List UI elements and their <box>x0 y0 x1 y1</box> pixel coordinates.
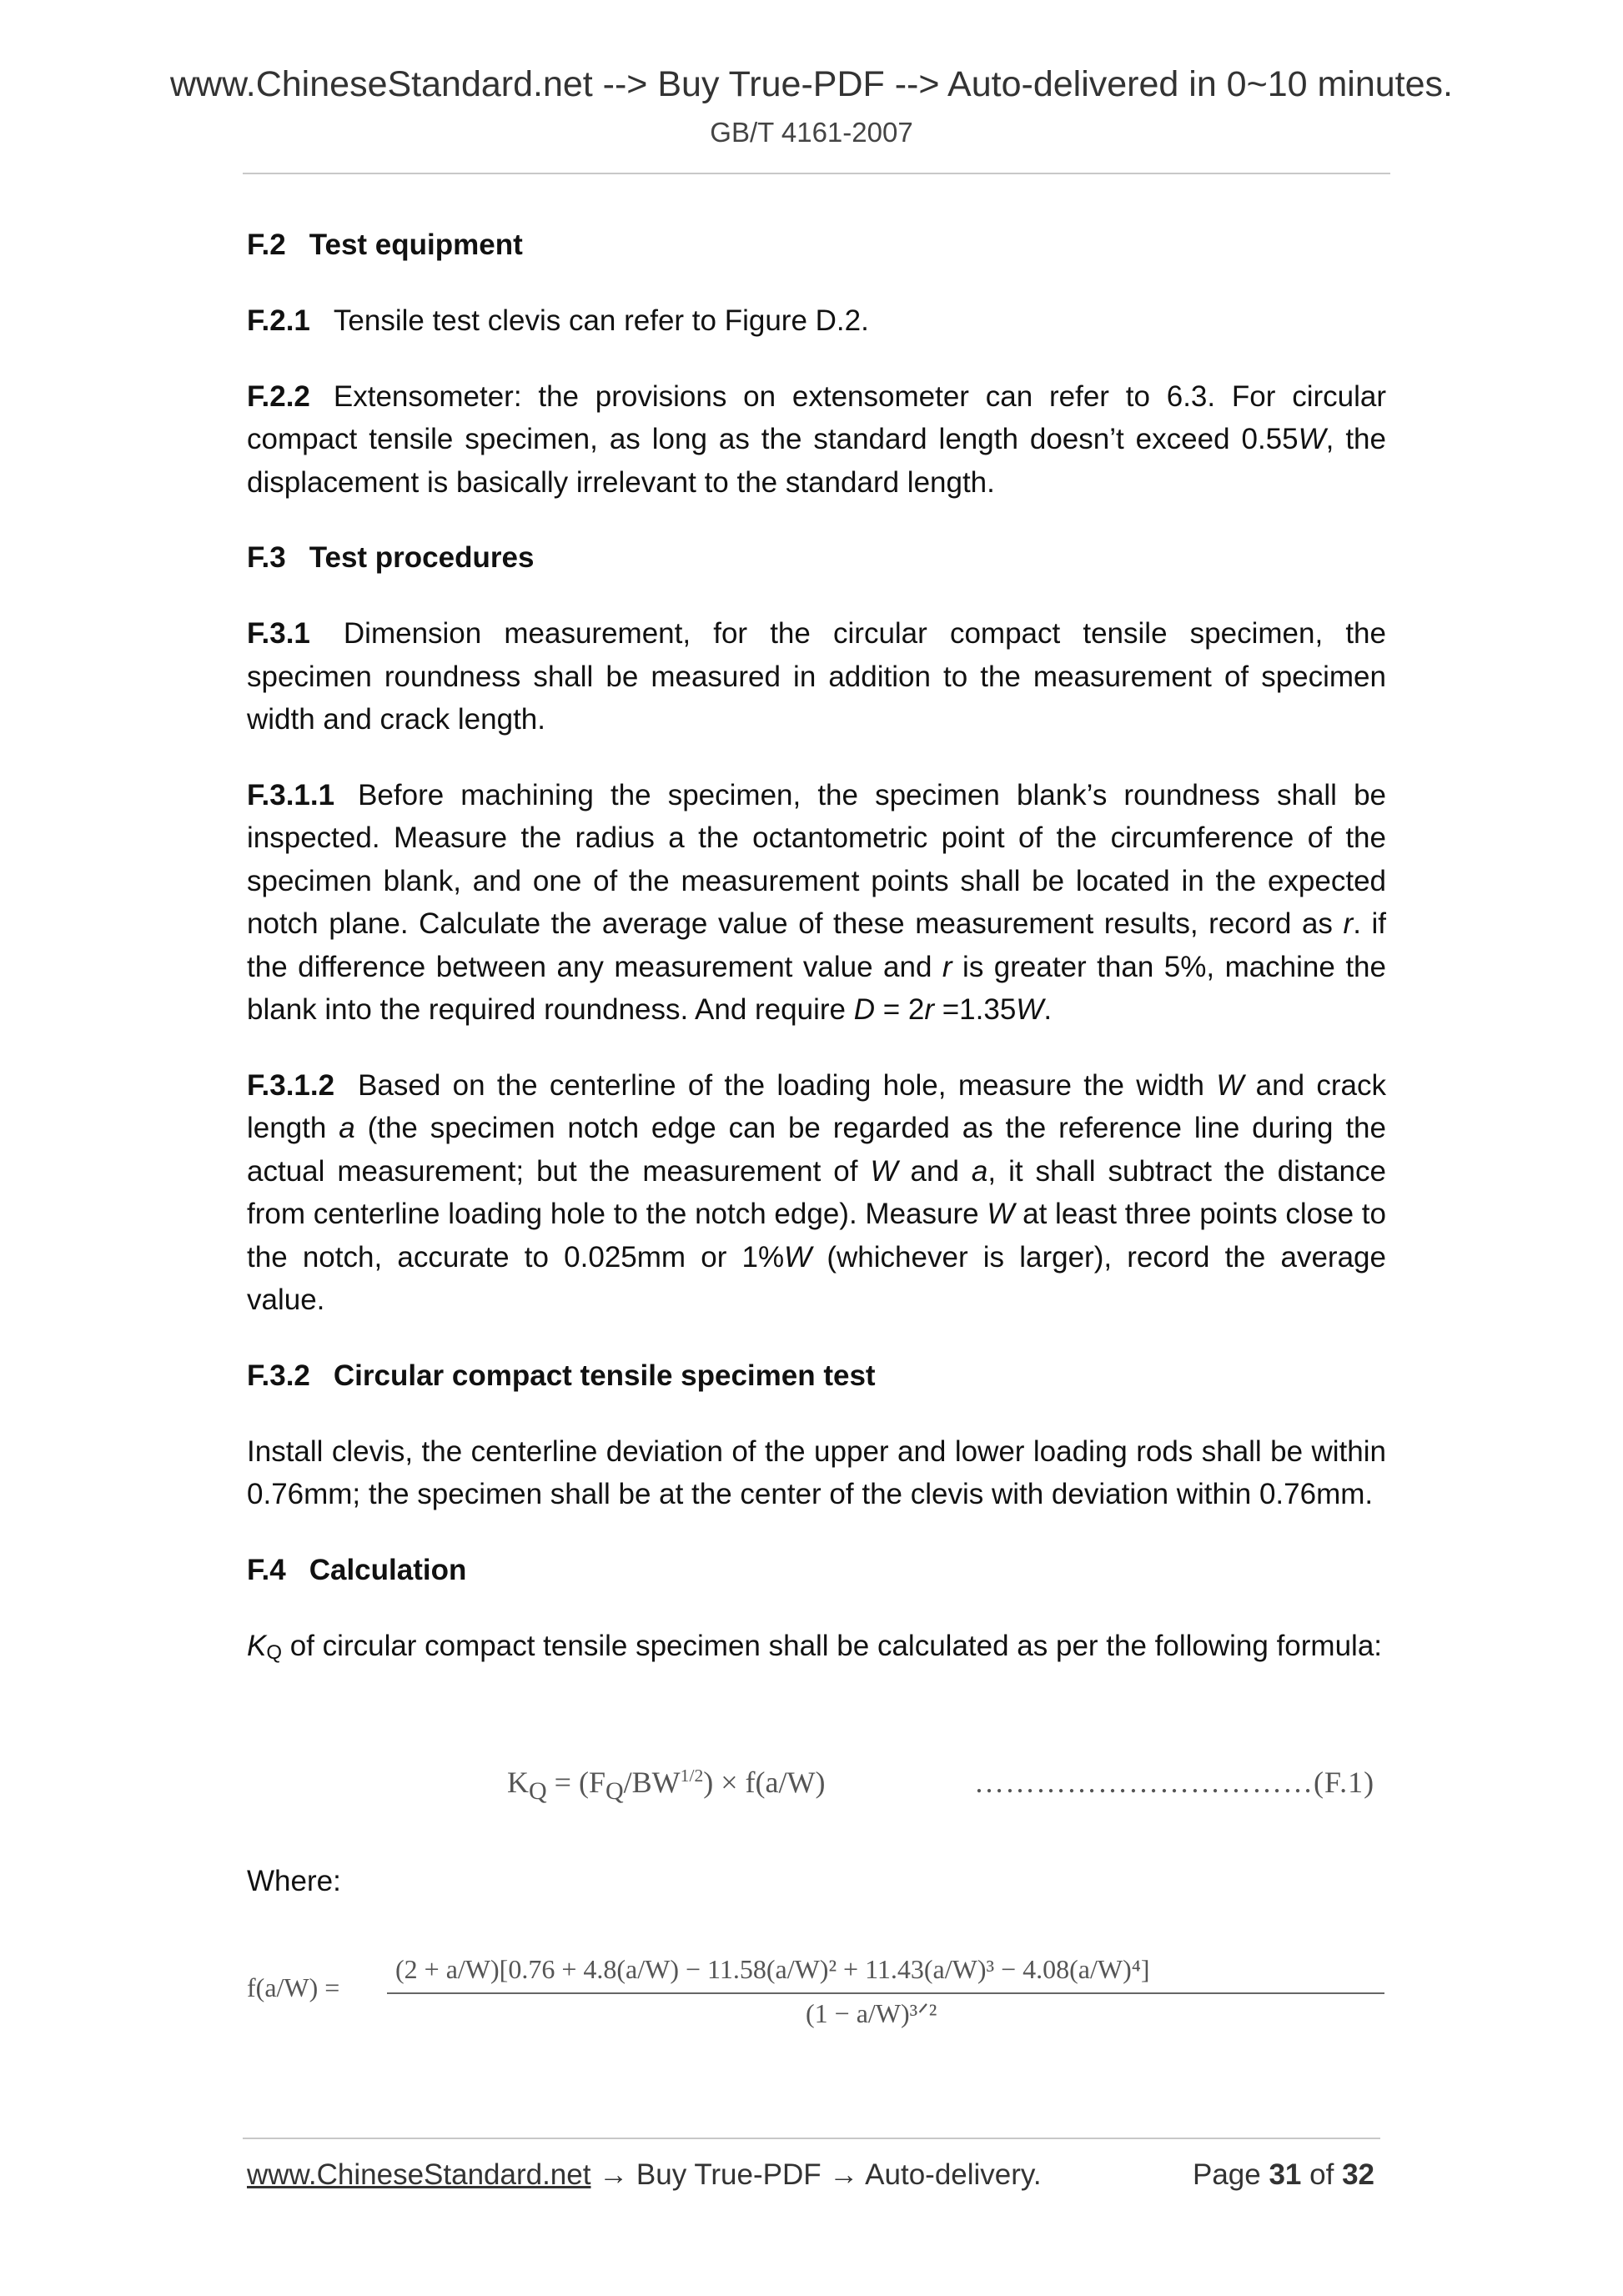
page-total: 32 <box>1342 2158 1374 2191</box>
clause-f22-number: F.2.2 <box>247 379 310 413</box>
heading-f3 <box>247 536 1386 580</box>
clause-f312-text-g: (whichever is larger), record the average value. <box>247 1240 1386 1316</box>
heading-f3-title: Test procedures <box>309 541 535 574</box>
heading-f4-number: F.4 <box>247 1553 286 1586</box>
page-label: Page <box>1192 2158 1261 2191</box>
heading-f4-title: Calculation <box>309 1553 467 1586</box>
var-d: D <box>853 993 875 1026</box>
clause-f311-text-e: =1.35 <box>934 993 1017 1026</box>
clause-f312-text-c: (the specimen notch edge can be regarded as the reference line during the actual measurement; but the measurement of <box>247 1112 1386 1188</box>
document-body <box>247 224 1386 1706</box>
footer <box>247 2158 1381 2192</box>
footer-divider <box>243 2138 1380 2139</box>
heading-f32-number: F.3.2 <box>247 1359 310 1392</box>
footer-site-link[interactable]: www.ChineseStandard.net <box>247 2158 591 2191</box>
formula-denominator: (1 − a/W)³ᐟ² <box>806 1998 937 2028</box>
formula-f1-label: ……………………………(F.1) <box>974 1766 1375 1799</box>
of-label: of <box>1309 2158 1334 2191</box>
clause-f311-text-f: . <box>1043 993 1053 1026</box>
clause-f311-text-c: is greater than 5%, machine the blank into the required roundness. And require <box>247 950 1386 1026</box>
var-r: r <box>942 950 952 983</box>
var-r: r <box>924 993 934 1026</box>
heading-f3-number: F.3 <box>247 541 286 574</box>
clause-f31-number: F.3.1 <box>247 617 310 650</box>
clause-f32-body: Install clevis, the centerline deviation of the upper and lower loading rods shall be within 0.76mm; the specimen shall be at the center of the clevis with deviation within 0.76mm. <box>247 1434 1386 1510</box>
var-a: a <box>339 1112 355 1144</box>
clause-f312-text-e: , it shall subtract the distance from centerline loading hole to the notch edge). Measure <box>247 1154 1386 1230</box>
clause-f21-text: Tensile test clevis can refer to Figure D.2. <box>333 304 869 337</box>
clause-f21 <box>247 299 1386 343</box>
clause-f312-number: F.3.1.2 <box>247 1068 335 1102</box>
var-w: W <box>784 1240 812 1274</box>
var-w: W <box>1216 1068 1244 1102</box>
var-w: W <box>987 1198 1015 1230</box>
clause-f4-text: of circular compact tensile specimen shall be calculated as per the following formula: <box>282 1629 1383 1662</box>
formula-numerator: (2 + a/W)[0.76 + 4.8(a/W) − 11.58(a/W)² + 11.43(a/W)³ − 4.08(a/W)⁴] <box>395 1954 1150 1984</box>
heading-f2 <box>247 224 1386 267</box>
clause-f22 <box>247 375 1386 505</box>
subscript-q: Q <box>266 1640 283 1664</box>
clause-f311-text-d: = 2 <box>874 993 925 1026</box>
clause-f312-text-d: and <box>897 1154 972 1188</box>
heading-f32 <box>247 1354 1386 1398</box>
clause-f21-number: F.2.1 <box>247 304 310 337</box>
clause-f312-text-f: at least three points close to the notch, accurate to 0.025mm or 1% <box>247 1198 1386 1274</box>
var-w: W <box>870 1154 898 1188</box>
clause-f312 <box>247 1064 1386 1322</box>
formula-f1-expression: $K_Q = (F_Q/BW^{1/2}) \times f(a/W)$ <box>507 1766 826 1806</box>
var-w: W <box>1016 993 1044 1026</box>
var-a: a <box>971 1154 988 1188</box>
clause-f312-text-b: and crack length <box>247 1068 1387 1144</box>
heading-f32-title: Circular compact tensile specimen test <box>333 1359 876 1392</box>
var-w: W <box>1298 423 1326 455</box>
clause-f22-text-end: , the displacement is basically irrelevant to the standard length. <box>247 423 1386 499</box>
clause-f311-text: Before machining the specimen, the specimen blank’s roundness shall be inspected. Measure the radius a the octantometric point of the circumference of the specimen blank, and one of the measurement points shall be located in the expected notch plane. Calculate the average value of these measurement results, record as <box>247 778 1386 940</box>
clause-f31 <box>247 612 1386 741</box>
heading-f2-title: Test equipment <box>309 229 523 261</box>
clause-f31-text: Dimension measurement, for the circular compact tensile specimen, the specimen roundness shall be measured in addition to the measurement of specimen width and crack length. <box>247 617 1386 736</box>
heading-f4 <box>247 1549 1386 1592</box>
fraction-bar <box>387 1992 1384 1994</box>
footer-text: → Buy True-PDF → Auto-delivery. <box>590 2158 1042 2191</box>
clause-f311 <box>247 774 1386 1032</box>
var-r: r <box>1343 907 1354 940</box>
clause-f22-text: Extensometer: the provisions on extensometer can refer to 6.3. For circular compact tensile specimen, as long as the standard length doesn’t exceed 0.55 <box>247 379 1386 455</box>
var-k: K <box>247 1629 267 1662</box>
formula-f1 <box>247 1760 1386 1810</box>
standard-number: GB/T 4161-2007 <box>710 117 913 148</box>
heading-f2-number: F.2 <box>247 229 286 261</box>
clause-f311-text-b: . if the difference between any measurement value and <box>247 907 1386 983</box>
clause-f312-text: Based on the centerline of the loading hole, measure the width <box>358 1068 1217 1102</box>
top-banner: www.ChineseStandard.net --> Buy True-PDF --> Auto-delivered in 0~10 minutes. <box>169 64 1453 104</box>
clause-f311-number: F.3.1.1 <box>247 778 335 811</box>
where-label: Where: <box>247 1865 341 1897</box>
formula-f-of-aw <box>247 1954 1386 2037</box>
page-number: 31 <box>1269 2158 1302 2191</box>
clause-f4-body <box>247 1625 1386 1675</box>
formula-lhs: f(a/W) = <box>247 1972 340 2002</box>
page-indicator <box>1193 2158 1374 2192</box>
header-divider <box>243 173 1390 174</box>
